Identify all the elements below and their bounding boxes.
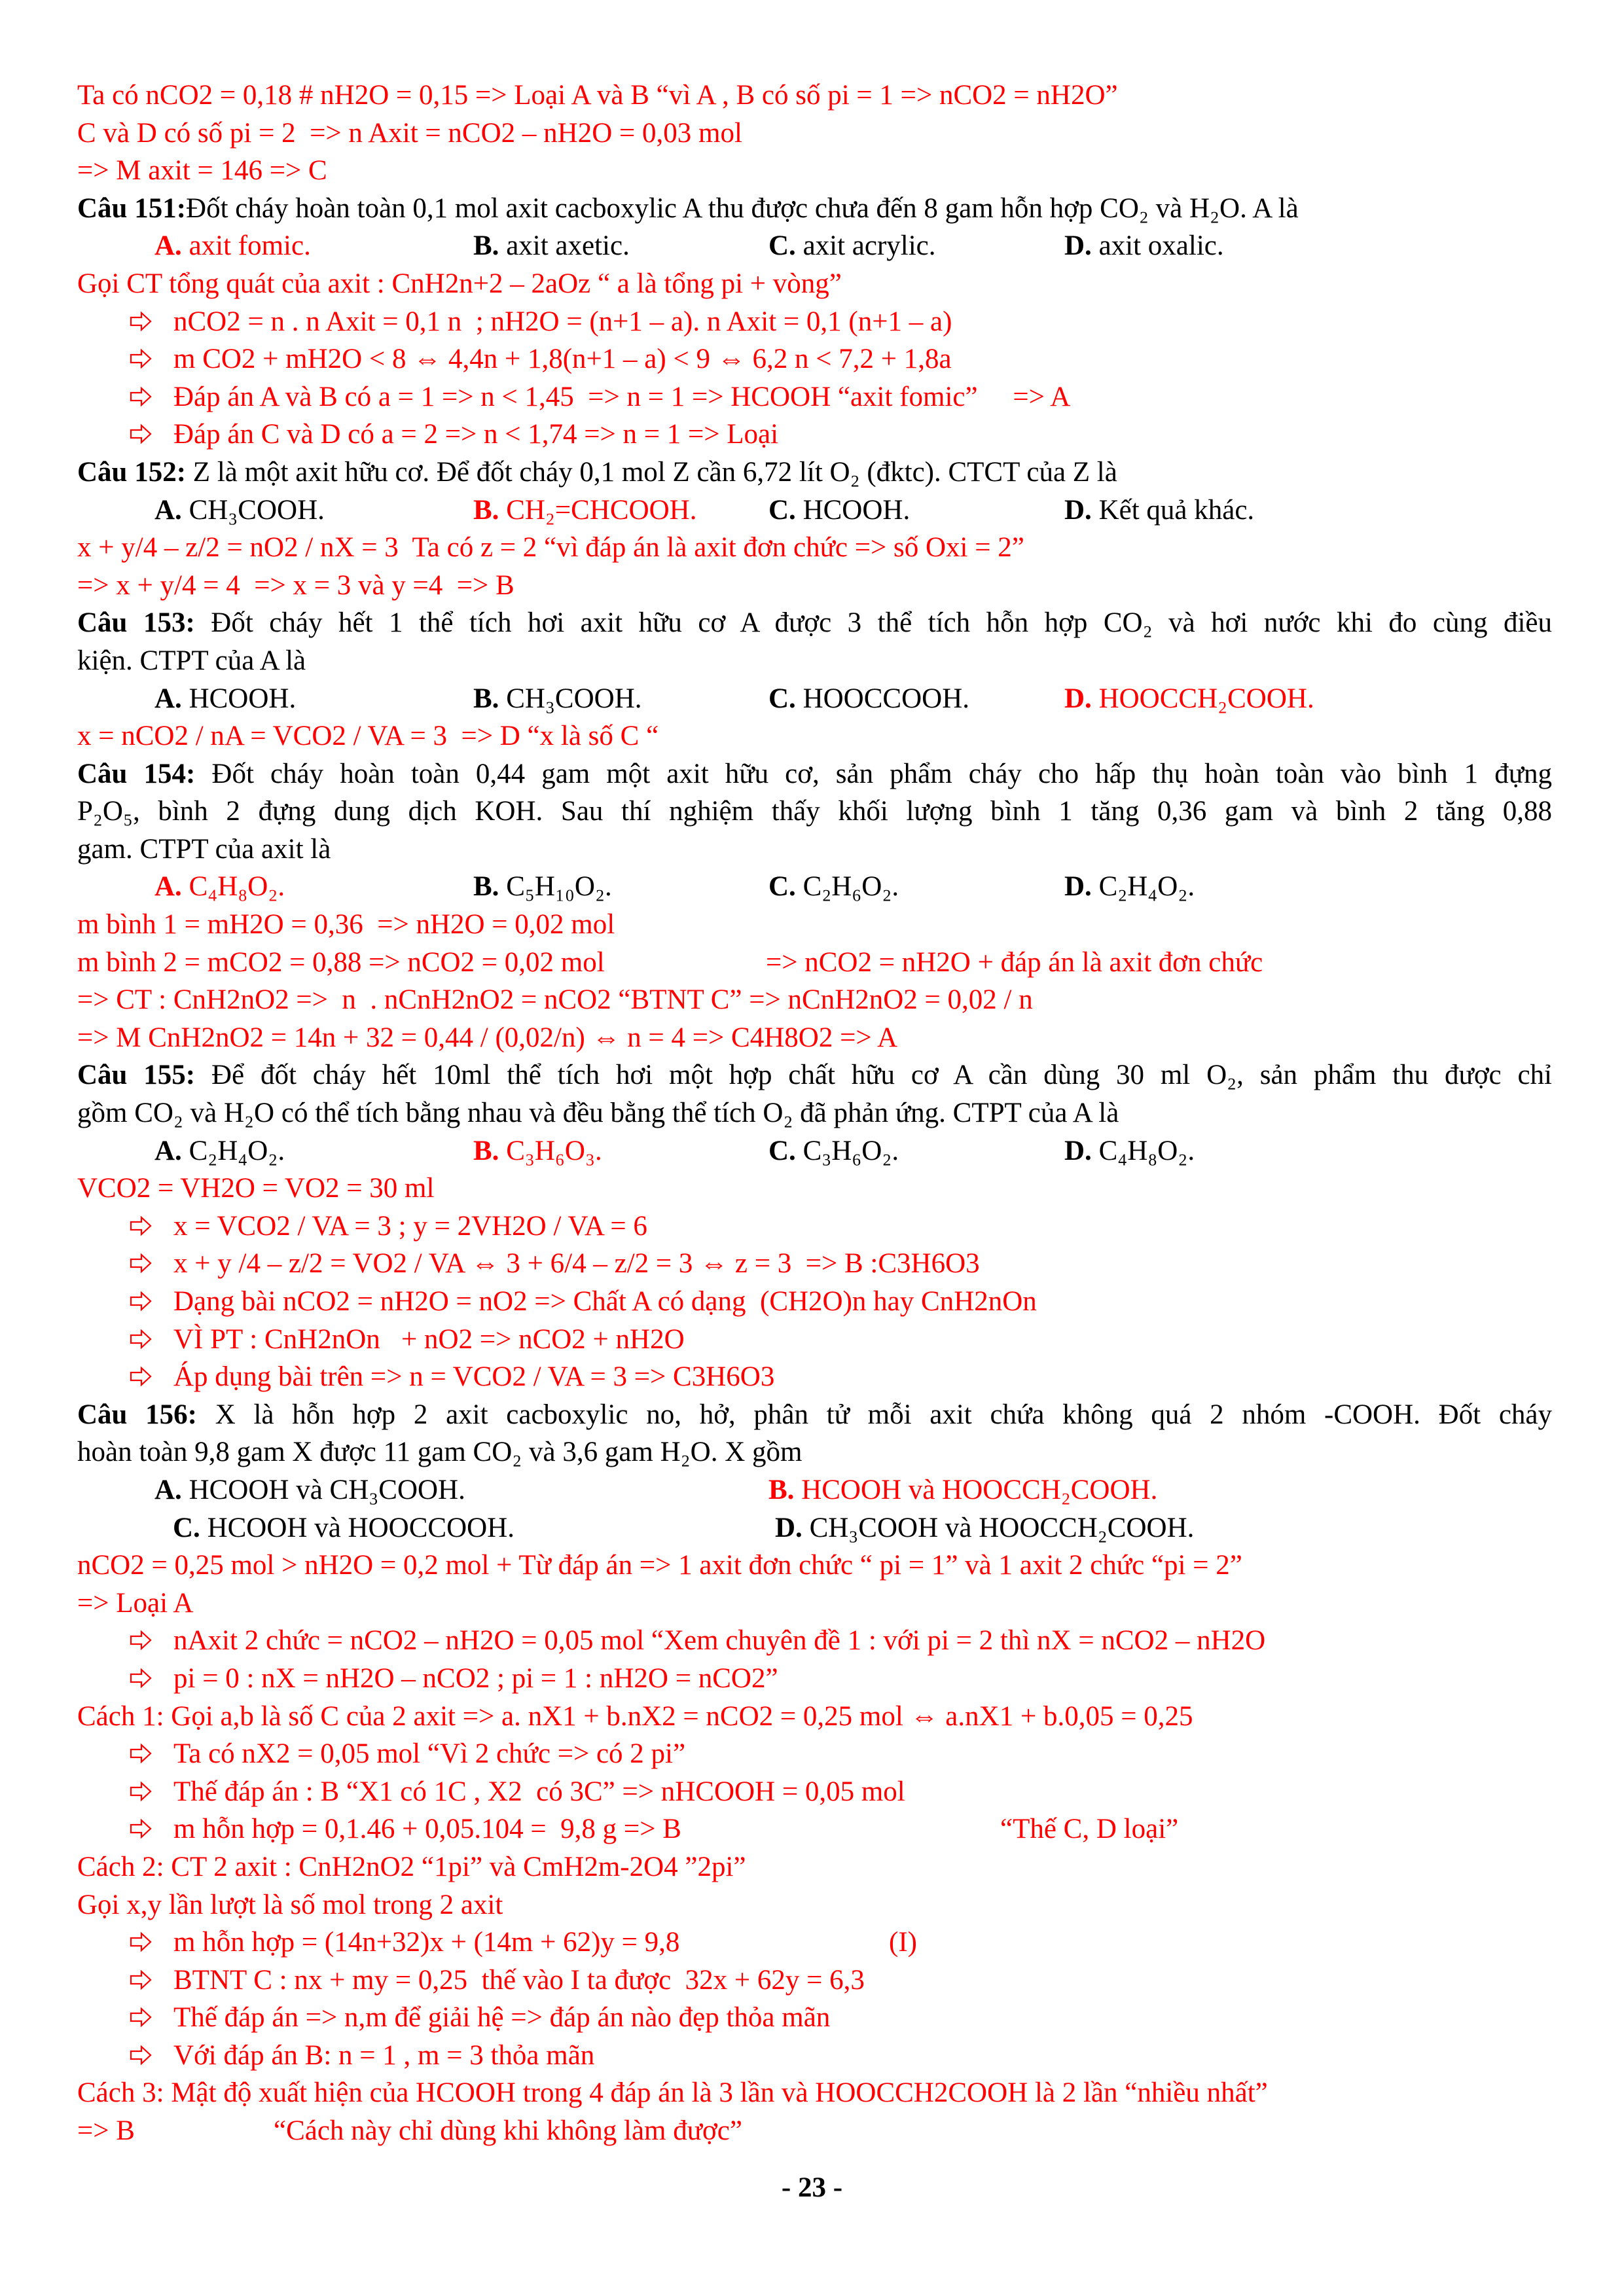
solution-line: => Loại A (77, 1587, 194, 1619)
question-153 (77, 604, 1552, 642)
answer-c: C. C₃H₆O₂. (768, 1135, 899, 1166)
solution-bullet: Áp dụng bài trên => n = VCO2 / VA = 3 => C3H6O3 (77, 1358, 1552, 1396)
question-text: Đốt cháy hoàn toàn 0,1 mol axit cacboxylic A thu được chưa đến 8 gam hỗn hợp CO₂ và H₂O. A là (186, 192, 1299, 224)
solution-bullet: Đáp án A và B có a = 1 => n < 1,45 => n = 1 => HCOOH “axit fomic” => A (77, 378, 1552, 416)
hollow-right-arrow-icon (130, 311, 152, 332)
question-154 (77, 755, 1552, 793)
question-number: Câu 151: (77, 192, 187, 224)
solution-bullet: nCO2 = n . n Axit = 0,1 n ; nH2O = (n+1 – a). n Axit = 0,1 (n+1 – a) (77, 303, 1552, 341)
question-text: Đốt cháy hết 1 thể tích hơi axit hữu cơ A được 3 thể tích hỗn hợp CO₂ và hơi nước khi đo cùng điều (211, 607, 1552, 639)
answer-d: D. Kết quả khác. (1064, 494, 1255, 526)
answer-d: D. CH₃COOH và HOOCCH₂COOH. (775, 1512, 1195, 1543)
solution-line: VCO2 = VH2O = VO2 = 30 ml (77, 1173, 435, 1204)
solution-line: m bình 1 = mH2O = 0,36 => nH2O = 0,02 mol (77, 909, 615, 941)
solution-line: Cách 1: Gọi a,b là số C của 2 axit => a. nX1 + b.nX2 = nCO2 = 0,25 mol ⇔ a.nX1 + b.0,05 = 0,25 (77, 1700, 1193, 1732)
answer-b: B. C₅H₁₀O₂. (473, 871, 612, 903)
solution-bullet: m hỗn hợp = (14n+32)x + (14m + 62)y = 9,8 (I) (77, 1924, 1552, 1962)
hollow-right-arrow-icon (130, 386, 152, 407)
question-number: Câu 156: (77, 1399, 197, 1430)
hollow-right-arrow-icon (130, 423, 152, 444)
solution-bullet: Với đáp án B: n = 1 , m = 3 thỏa mãn (77, 2037, 1552, 2075)
question-text-continued: P₂O₅, bình 2 đựng dung dịch KOH. Sau thí nghiệm thấy khối lượng bình 1 tăng 0,36 gam và bình 2 tăng 0,88 (77, 796, 1552, 827)
solution-line: C và D có số pi = 2 => n Axit = nCO2 – nH2O = 0,03 mol (77, 117, 742, 149)
answer-d: D. C₂H₄O₂. (1064, 871, 1195, 903)
hollow-right-arrow-icon (130, 1291, 152, 1312)
answer-b: B. HCOOH và HOOCCH₂COOH. (768, 1474, 1158, 1505)
answer-b: B. CH₂=CHCOOH. (473, 494, 697, 526)
answers-153 (77, 680, 1552, 718)
solution-bullet: Thế đáp án => n,m để giải hệ => đáp án nào đẹp thỏa mãn (77, 1999, 1552, 2037)
answer-a: A. HCOOH và CH₃COOH. (154, 1474, 465, 1505)
solution-line: m bình 2 = mCO2 = 0,88 => nCO2 = 0,02 mol => nCO2 = nH2O + đáp án là axit đơn chức (77, 946, 1263, 978)
question-text: Đốt cháy hoàn toàn 0,44 gam một axit hữu cơ, sản phẩm cháy cho hấp thụ hoàn toàn vào bình 1 đựng (211, 758, 1552, 789)
hollow-right-arrow-icon (130, 1253, 152, 1274)
answer-c: C. HOOCCOOH. (768, 683, 969, 714)
hollow-right-arrow-icon (130, 1668, 152, 1689)
question-156 (77, 1396, 1552, 1434)
answers-155 (77, 1132, 1552, 1170)
hollow-right-arrow-icon (130, 1329, 152, 1350)
answer-c: C. HCOOH và HOOCCOOH. (173, 1512, 514, 1543)
hollow-right-arrow-icon (130, 1630, 152, 1651)
answer-c: C. HCOOH. (768, 494, 911, 526)
hollow-right-arrow-icon (130, 1818, 152, 1839)
solution-bullet: pi = 0 : nX = nH2O – nCO2 ; pi = 1 : nH2O = nCO2” (77, 1660, 1552, 1698)
answer-b: B. C₃H₆O₃. (473, 1135, 602, 1166)
question-155 (77, 1056, 1552, 1094)
answers-151 (77, 227, 1552, 265)
answer-d: D. C₄H₈O₂. (1064, 1135, 1195, 1166)
question-text-continued: hoàn toàn 9,8 gam X được 11 gam CO₂ và 3,6 gam H₂O. X gồm (77, 1437, 803, 1468)
solution-bullet: VÌ PT : CnH2nOn + nO2 => nCO2 + nH2O (77, 1321, 1552, 1359)
solution-line: nCO2 = 0,25 mol > nH2O = 0,2 mol + Từ đáp án => 1 axit đơn chức “ pi = 1” và 1 axit 2 chức “pi = 2” (77, 1550, 1242, 1581)
solution-line: Cách 2: CT 2 axit : CnH2nO2 “1pi” và CmH2m-2O4 ”2pi” (77, 1851, 746, 1882)
answer-c: C. C₂H₆O₂. (768, 871, 899, 903)
question-text: Z là một axit hữu cơ. Để đốt cháy 0,1 mol Z cần 6,72 lít O₂ (đktc). CTCT của Z là (186, 456, 1117, 488)
solution-bullet: m hỗn hợp = 0,1.46 + 0,05.104 = 9,8 g => B “Thế C, D loại” (77, 1810, 1552, 1848)
hollow-right-arrow-icon (130, 1931, 152, 1952)
solution-bullet: Thế đáp án : B “X1 có 1C , X2 có 3C” => nHCOOH = 0,05 mol (77, 1773, 1552, 1811)
question-number: Câu 154: (77, 758, 196, 789)
solution-bullet: m CO2 + mH2O < 8 ⇔ 4,4n + 1,8(n+1 – a) < 9 ⇔ 6,2 n < 7,2 + 1,8a (77, 340, 1552, 378)
question-text-continued: gam. CTPT của axit là (77, 833, 331, 865)
solution-line: => M CnH2nO2 = 14n + 32 = 0,44 / (0,02/n) ⇔ n = 4 => C4H8O2 => A (77, 1022, 898, 1053)
solution-bullet: x = VCO2 / VA = 3 ; y = 2VH2O / VA = 6 (77, 1208, 1552, 1246)
solution-line: x = nCO2 / nA = VCO2 / VA = 3 => D “x là số C “ (77, 721, 659, 752)
answer-d: D. HOOCCH₂COOH. (1064, 683, 1314, 714)
solution-line: Gọi x,y lần lượt là số mol trong 2 axit (77, 1889, 503, 1920)
page-number: - 23 - (781, 2172, 843, 2203)
solution-bullet: Dạng bài nCO2 = nH2O = nO2 => Chất A có dạng (CH2O)n hay CnH2nOn (77, 1283, 1552, 1321)
answer-c: C. axit acrylic. (768, 230, 936, 262)
answers-156-row1 (77, 1471, 1552, 1509)
question-text-continued: gồm CO₂ và H₂O có thể tích bằng nhau và đều bằng thể tích O₂ đã phản ứng. CTPT của A là (77, 1098, 1119, 1129)
hollow-right-arrow-icon (130, 1743, 152, 1764)
solution-line: => B “Cách này chỉ dùng khi không làm được” (77, 2115, 742, 2147)
solution-bullet: BTNT C : nx + my = 0,25 thế vào I ta được 32x + 62y = 6,3 (77, 1962, 1552, 2000)
question-number: Câu 152: (77, 456, 187, 488)
answer-a: A. C₄H₈O₂. (154, 871, 285, 903)
answers-156-row2 (77, 1509, 1552, 1547)
question-text: X là hỗn hợp 2 axit cacboxylic no, hở, phân tử mỗi axit chứa không quá 2 nhóm -COOH. Đốt cháy (215, 1399, 1553, 1430)
solution-bullet: nAxit 2 chức = nCO2 – nH2O = 0,05 mol “Xem chuyên đề 1 : với pi = 2 thì nX = nCO2 – nH2O (77, 1622, 1552, 1660)
hollow-right-arrow-icon (130, 1215, 152, 1236)
question-text: Để đốt cháy hết 10ml thể tích hơi một hợp chất hữu cơ A cần dùng 30 ml O₂, sản phẩm thu được chỉ (211, 1060, 1553, 1091)
solution-line: Cách 3: Mật độ xuất hiện của HCOOH trong 4 đáp án là 3 lần và HOOCCH2COOH là 2 lần “nhiều nhất” (77, 2077, 1268, 2109)
answer-d: D. axit oxalic. (1064, 230, 1224, 262)
answers-152 (77, 492, 1552, 529)
question-number: Câu 155: (77, 1060, 196, 1091)
answers-154 (77, 868, 1552, 906)
hollow-right-arrow-icon (130, 2045, 152, 2066)
answer-a: A. HCOOH. (154, 683, 297, 714)
solution-line: x + y/4 – z/2 = nO2 / nX = 3 Ta có z = 2 “vì đáp án là axit đơn chức => số Oxi = 2” (77, 532, 1024, 564)
question-151 (77, 190, 1552, 228)
question-text-continued: kiện. CTPT của A là (77, 645, 306, 676)
solution-line: => x + y/4 = 4 => x = 3 và y =4 => B (77, 569, 514, 601)
solution-bullet: Ta có nX2 = 0,05 mol “Vì 2 chức => có 2 pi” (77, 1735, 1552, 1773)
solution-line: => M axit = 146 => C (77, 155, 327, 187)
answer-b: B. CH₃COOH. (473, 683, 642, 714)
question-number: Câu 153: (77, 607, 195, 639)
solution-bullet: Đáp án C và D có a = 2 => n < 1,74 => n = 1 => Loại (77, 416, 1552, 454)
answer-b: B. axit axetic. (473, 230, 630, 262)
solution-line: => CT : CnH2nO2 => n . nCnH2nO2 = nCO2 “BTNT C” => nCnH2nO2 = 0,02 / n (77, 984, 1033, 1016)
hollow-right-arrow-icon (130, 1969, 152, 1990)
solution-line: Gọi CT tổng quát của axit : CnH2n+2 – 2aOz “ a là tổng pi + vòng” (77, 268, 842, 299)
answer-a: A. axit fomic. (154, 230, 311, 262)
solution-bullet: x + y /4 – z/2 = VO2 / VA ⇔ 3 + 6/4 – z/2 = 3 ⇔ z = 3 => B :C3H6O3 (77, 1245, 1552, 1283)
hollow-right-arrow-icon (130, 2007, 152, 2028)
solution-line: Ta có nCO2 = 0,18 # nH2O = 0,15 => Loại A và B “vì A , B có số pi = 1 => nCO2 = nH2O” (77, 80, 1118, 111)
hollow-right-arrow-icon (130, 1781, 152, 1802)
hollow-right-arrow-icon (130, 1366, 152, 1387)
answer-a: A. C₂H₄O₂. (154, 1135, 285, 1166)
answer-a: A. CH₃COOH. (154, 494, 325, 526)
question-152 (77, 454, 1552, 492)
hollow-right-arrow-icon (130, 348, 152, 369)
